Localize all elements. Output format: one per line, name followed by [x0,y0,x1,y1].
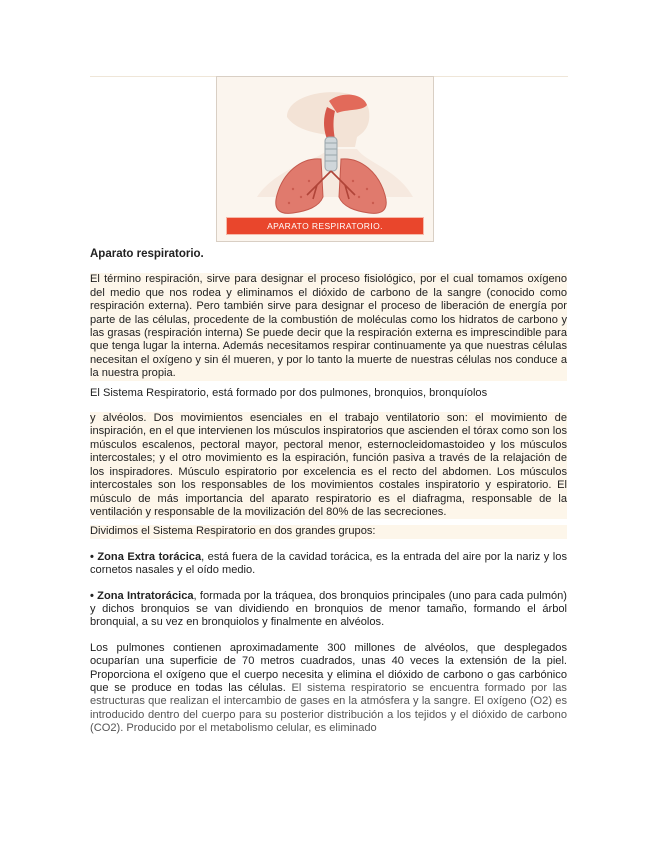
paragraph-composition: El Sistema Respiratorio, está formado por dos pulmones, bronquios, bronquíolos [90,386,488,399]
section-heading: Aparato respiratorio. [90,248,204,260]
paragraph-lungs [90,642,567,736]
intrathoracic-text: , formada por la tráquea, dos bronquios principales (uno para cada pulmón) y dichos bronquios se van dividiendo en bronquios de menor tamaño, formando el árbol bronquial, a su vez en bronquiolos y finalmente en alvéolos. [90,589,567,629]
extrathoracic-term: • Zona Extra torácica [90,550,202,563]
paragraph-intrathoracic [90,590,567,630]
paragraph-groups-intro: Dividimos el Sistema Respiratorio en dos grandes grupos: [90,525,567,538]
respiratory-system-text: El sistema respiratorio se encuentra formado por las estructuras que realizan el intercambio de gases en la atmósfera y la sangre. El oxígeno (O2) es introducido dentro del cuerpo para su posterior distribución a los tejidos y el dióxido de carbono (CO2). Producido por el metabolismo celular, es eliminado [90,681,567,735]
figure-caption: APARATO RESPIRATORIO. [226,217,424,235]
extrathoracic-text: , está fuera de la cavidad torácica, es la entrada del aire por la nariz y los cornetos nasales y el oído medio. [90,550,567,577]
document-body [90,248,567,742]
lungs-text: Los pulmones contienen aproximadamente 300 millones de alvéolos, que desplegados ocuparían una superficie de 70 metros cuadrados, unas 40 veces la extensión de la piel. Proporciona el oxígeno que el cuerpo necesita y elimina el dióxido de carbono o gas carbónico que se produce en todas las células. [90,641,567,694]
pharynx [324,107,335,139]
trachea [325,137,337,171]
intrathoracic-term: • Zona Intratorácica [90,589,194,602]
paragraph-definition: El término respiración, sirve para designar el proceso fisiológico, por el cual tomamos oxígeno del medio que nos rodea y eliminamos el dióxido de carbono de la sangre (conocido como respiración externa). Pero también sirve para designar el proceso de liberación de energía por parte de las células, procedente de la combustión de moléculas como los hidratos de carbono y las grasas (respiración interna) Se puede decir que la respiración externa es imprescindible para que tenga lugar la interna. Además necesitamos respirar continuamente ya que nuestras células necesitan el oxígeno y sin él mueren, y por lo tanto la muerte de nuestras células nos conduce a la nuestra propia. [90,273,567,380]
respiratory-system-figure [216,76,434,242]
paragraph-extrathoracic [90,551,567,578]
paragraph-movements: y alvéolos. Dos movimientos esenciales en el trabajo ventilatorio son: el movimiento de inspiración, en el que intervienen los músculos inspiratorios que ascienden el tórax como son los músculos escalenos, pectoral mayor, pectoral menor, esternocleidomastoideo y los músculos intercostales; y el otro movimiento es la espiración, función pasiva a través de la relajación de los inspiradores. Músculo espiratorio por excelencia es el recto del abdomen. Los músculos intercostales son los responsables de los movimientos costales inspiratorio y espiratorio. El músculo de más importancia del aparato respiratorio es el diafragma, responsable de la ventilación y responsable de la movilización del 80% de las secreciones. [90,412,567,518]
